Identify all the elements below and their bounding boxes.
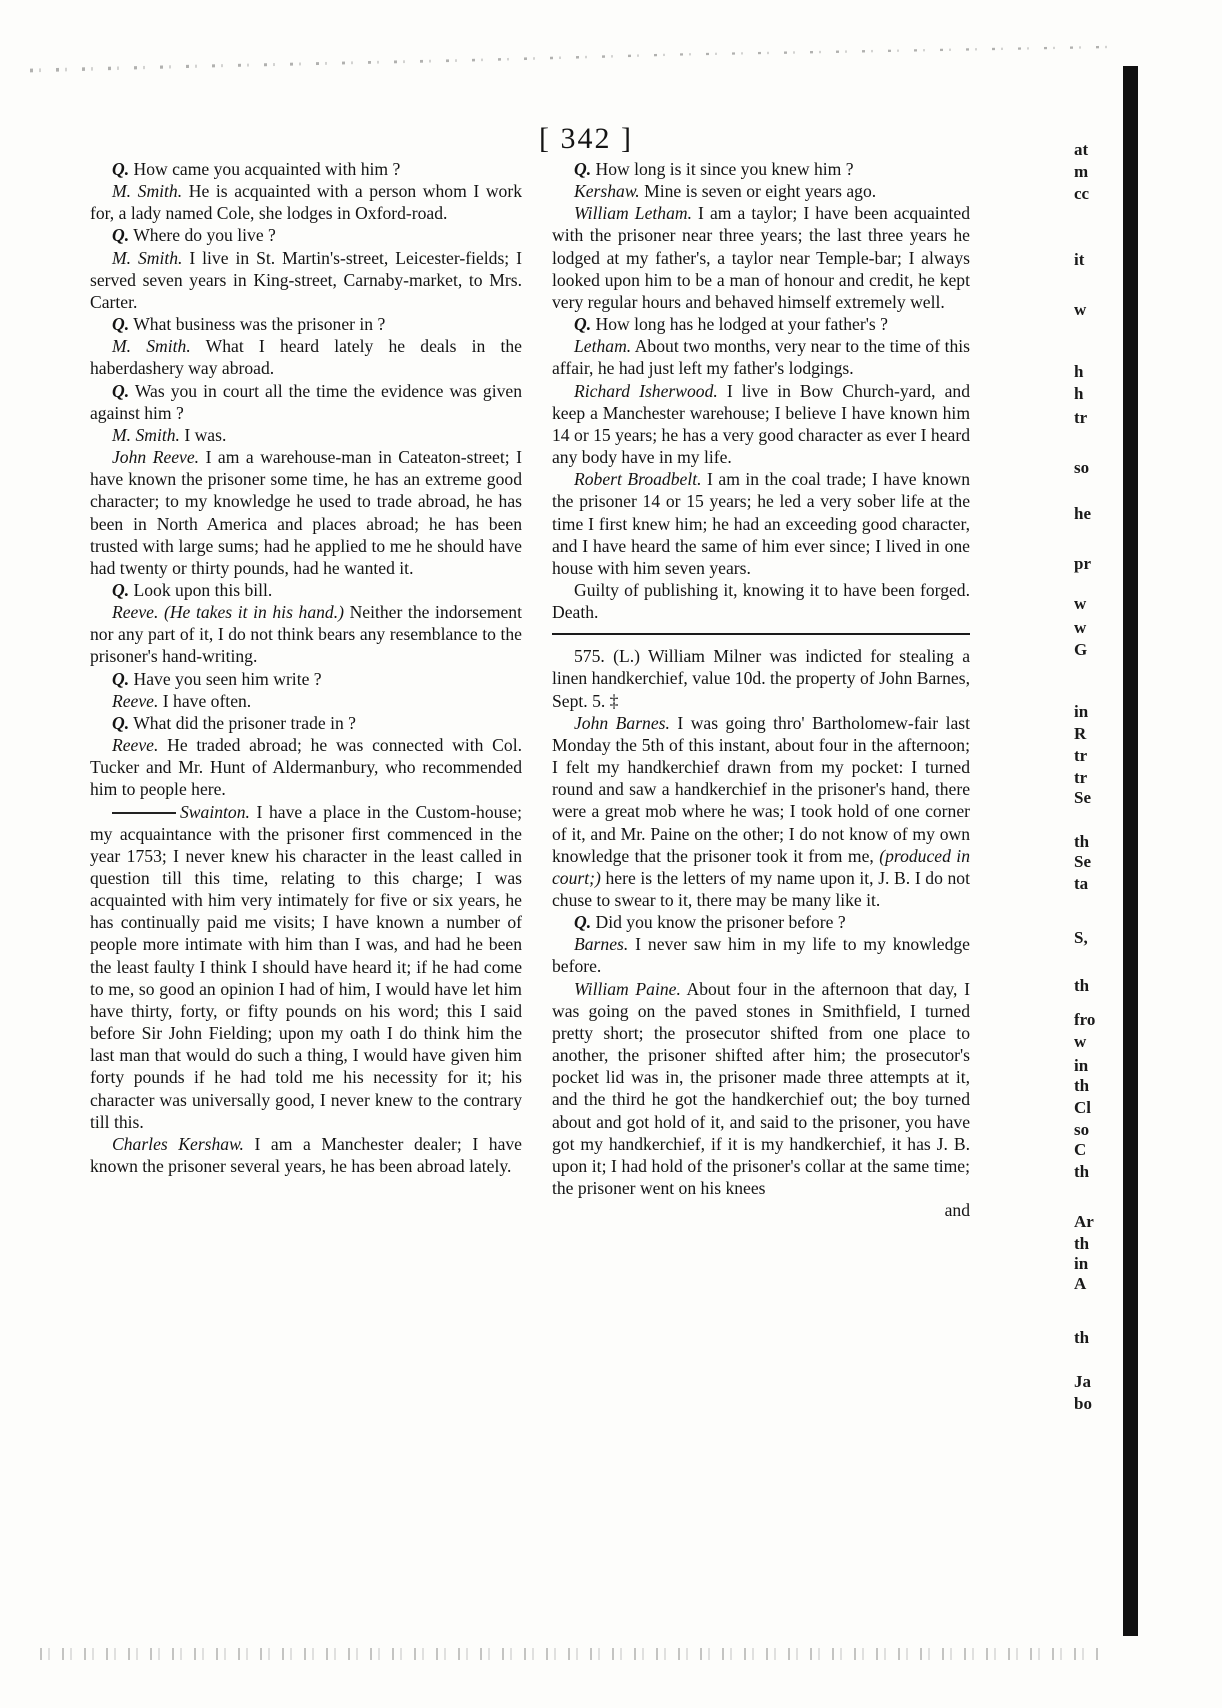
facing-page-fragment: he xyxy=(1074,504,1091,523)
testimony-paragraph xyxy=(552,158,970,180)
facing-page-fragment: w xyxy=(1074,594,1087,613)
facing-page-fragment: w xyxy=(1074,618,1087,637)
facing-page-fragment: th xyxy=(1074,1162,1090,1181)
testimony-paragraph xyxy=(552,202,970,313)
facing-page-fragment: in xyxy=(1074,702,1089,721)
speaker-name: Robert Broadbelt. xyxy=(574,469,702,490)
testimony-text: I never saw him in my life to my knowledge before. xyxy=(552,934,970,977)
testimony-paragraph xyxy=(90,601,522,667)
facing-page-fragment: th xyxy=(1074,1328,1090,1347)
scan-edge-top xyxy=(30,42,1110,80)
testimony-text: Neither the indorsement nor any part of it, I do not think bears any resemblance to the prisoner's hand-writing. xyxy=(90,602,522,667)
testimony-paragraph xyxy=(90,579,522,601)
stage-note: (produced in court;) xyxy=(552,845,970,888)
testimony-paragraph xyxy=(90,801,522,1133)
facing-page-fragment: it xyxy=(1074,250,1085,269)
testimony-paragraph xyxy=(90,424,522,446)
speaker-name: Letham. xyxy=(574,336,632,357)
question-mark: Q. xyxy=(574,314,592,335)
testimony-text: here is the letters of my name upon it, J. B. I do not chuse to swear to it, there may be many like it. xyxy=(552,867,970,910)
question-mark: Q. xyxy=(112,579,130,600)
testimony-text: He traded abroad; he was connected with Col. Tucker and Mr. Hunt of Aldermanbury, who recommended him to people here. xyxy=(90,735,522,800)
section-divider xyxy=(552,633,970,635)
facing-page-fragment: in xyxy=(1074,1056,1089,1075)
testimony-text: I have a place in the Custom-house; my acquaintance with the prisoner first commenced in the year 1753; I never knew his character in the least called in question till this time, relating to this charge; I was acquainted with him very intimately for five or six years, he has continually paid me visits; I have known a number of people more intimate with him than I was, and had he been the least faulty I think I should have heard it; if he had come to me, so good an opinion I had of him, I would have let him have thirty, forty, or fifty pounds on his word; this I said before Sir John Fielding; upon my oath I do think him the last man that would do such a thing, I would have given him forty pounds if he had told me his necessity for it; his character was universally good, I never knew to the contrary till this. xyxy=(90,801,522,1132)
testimony-text: What business was the prisoner in ? xyxy=(129,314,386,335)
speaker-name: M. Smith. xyxy=(112,247,183,268)
testimony-paragraph xyxy=(90,158,522,180)
testimony-text: I am a taylor; I have been acquainted with the prisoner near three years; the last three years he lodged at my father's, a taylor near Temple-bar; I always looked upon him to be a man of honour and credit, he kept very regular hours and behaved himself extremely well. xyxy=(552,203,970,312)
facing-page-fragment: h xyxy=(1074,362,1084,381)
catchword: and xyxy=(944,1200,970,1221)
testimony-text: Was you in court all the time the evidence was given against him ? xyxy=(90,380,522,423)
testimony-paragraph xyxy=(90,668,522,690)
facing-page-fragment: ta xyxy=(1074,874,1089,893)
testimony-text: Where do you live ? xyxy=(129,225,276,246)
question-mark: Q. xyxy=(112,314,130,335)
testimony-text: Mine is seven or eight years ago. xyxy=(639,181,877,202)
testimony-paragraph xyxy=(90,313,522,335)
facing-page-fragment: bo xyxy=(1074,1394,1092,1413)
facing-page-fragment: Se xyxy=(1074,788,1091,807)
testimony-text: I was going thro' Bartholomew-fair last Monday the 5th of this instant, about four in the afternoon; I felt my handkerchief drawn from my pocket: I turned round and saw a handkerchief in the prisoner's hand, there were a great mob where he was; I took hold of one corner of it, and Mr. Paine on the other; I do not know of my own knowledge that the prisoner took it from me, xyxy=(552,712,971,866)
facing-page-fragment: th xyxy=(1074,1076,1090,1095)
facing-page-fragment: G xyxy=(1074,640,1088,659)
testimony-text: About two months, very near to the time of this affair, he had just left my father's lodgings. xyxy=(552,336,970,379)
testimony-text: How long is it since you knew him ? xyxy=(591,159,854,179)
testimony-paragraph xyxy=(90,690,522,712)
facing-page-fragment: fro xyxy=(1074,1010,1096,1029)
testimony-paragraph xyxy=(90,180,522,224)
testimony-text: Have you seen him write ? xyxy=(129,668,322,689)
testimony-paragraph xyxy=(552,180,970,202)
facing-page-fragment: m xyxy=(1074,162,1089,181)
question-mark: Q. xyxy=(112,668,130,689)
testimony-paragraph xyxy=(552,335,970,379)
speaker-name: John Reeve. xyxy=(112,447,200,468)
testimony-paragraph xyxy=(552,380,970,469)
facing-page-fragment: w xyxy=(1074,1032,1087,1051)
question-mark: Q. xyxy=(112,225,130,246)
facing-page-fragment: tr xyxy=(1074,746,1088,765)
speaker-name: John Barnes. xyxy=(574,712,670,733)
testimony-text: What I heard lately he deals in the haberdashery way abroad. xyxy=(90,336,522,379)
testimony-paragraph xyxy=(552,468,970,579)
facing-page-fragment: pr xyxy=(1074,554,1091,573)
testimony-text: How came you acquainted with him ? xyxy=(129,159,401,179)
testimony-text: I live in St. Martin's-street, Leicester-fields; I served seven years in King-street, Carnaby-market, to Mrs. Carter. xyxy=(90,247,522,312)
facing-page-fragment: R xyxy=(1074,724,1087,743)
testimony-text: I live in Bow Church-yard, and keep a Manchester warehouse; I believe I have known him 14 or 15 years; he has a very good character as ever I heard any body have in my life. xyxy=(552,380,971,468)
testimony-paragraph xyxy=(90,380,522,424)
testimony-paragraph xyxy=(552,978,970,1200)
speaker-name: Reeve. xyxy=(112,735,159,756)
facing-page-fragment: w xyxy=(1074,300,1087,319)
left-column xyxy=(90,158,522,1177)
case-heading: 575. (L.) William Milner was indicted for stealing a linen handkerchief, value 10d. the property of John Barnes, Sept. 5. ‡ xyxy=(552,646,970,711)
testimony-paragraph xyxy=(90,247,522,313)
dash-rule xyxy=(112,812,176,814)
testimony-text: I am in the coal trade; I have known the prisoner 14 or 15 years; he led a very sober life at the time I first knew him; he had an exceeding good character, and I have heard the same of him ever since; I lived in one house with him seven years. xyxy=(552,469,970,578)
facing-page-fragment: th xyxy=(1074,976,1090,995)
testimony-text: What did the prisoner trade in ? xyxy=(129,712,356,733)
facing-page-fragments xyxy=(1074,132,1120,1652)
speaker-name: Barnes. xyxy=(574,934,629,955)
speaker-name: Reeve. xyxy=(112,602,159,623)
testimony-text: I am a Manchester dealer; I have known the prisoner several years, he has been abroad lately. xyxy=(90,1133,522,1177)
facing-page-fragment: tr xyxy=(1074,768,1088,787)
facing-page-fragment: Ja xyxy=(1074,1372,1091,1391)
facing-page-fragment: Ar xyxy=(1074,1212,1094,1231)
testimony-paragraph xyxy=(90,712,522,734)
facing-page-fragment: th xyxy=(1074,1234,1090,1253)
binding-shadow xyxy=(1123,66,1138,1636)
facing-page-fragment: Se xyxy=(1074,852,1091,871)
testimony-paragraph xyxy=(90,1133,522,1177)
facing-page-fragment: C xyxy=(1074,1140,1087,1159)
facing-page-fragment: S, xyxy=(1074,928,1088,947)
facing-page-fragment: in xyxy=(1074,1254,1089,1273)
testimony-paragraph xyxy=(552,712,970,911)
page-number: [ 342 ] xyxy=(539,122,633,155)
testimony-text: Guilty of publishing it, knowing it to have been forged. Death. xyxy=(552,579,970,623)
stage-note: (He takes it in his hand.) xyxy=(158,602,344,623)
testimony-text: I am a warehouse-man in Cateaton-street; I have known the prisoner some time, he has an extreme good character; to my knowledge he used to trade abroad, he has been in North America and places abroad; he has been trusted with large sums; had he applied to me he should have had twenty or thirty pounds, had he wanted it. xyxy=(90,447,522,578)
question-mark: Q. xyxy=(112,159,130,179)
facing-page-fragment: tr xyxy=(1074,408,1088,427)
facing-page-fragment: at xyxy=(1074,140,1089,159)
speaker-name: M. Smith. xyxy=(112,336,191,357)
speaker-name: William Paine. xyxy=(574,978,681,999)
facing-page-fragment: A xyxy=(1074,1274,1087,1293)
facing-page-fragment: cc xyxy=(1074,184,1090,203)
testimony-paragraph xyxy=(552,579,970,623)
speaker-name: M. Smith. xyxy=(112,181,183,202)
question-mark: Q. xyxy=(112,380,130,401)
question-mark: Q. xyxy=(574,159,592,179)
facing-page-fragment: so xyxy=(1074,458,1090,477)
scan-edge-bottom xyxy=(40,1648,1100,1660)
testimony-paragraph xyxy=(90,446,522,579)
right-column xyxy=(552,158,970,1221)
testimony-paragraph xyxy=(90,734,522,800)
testimony-text: I have often. xyxy=(158,690,252,711)
question-mark: Q. xyxy=(574,912,592,933)
facing-page-fragment: h xyxy=(1074,384,1084,403)
speaker-name: Swainton. xyxy=(180,801,250,822)
testimony-paragraph xyxy=(552,933,970,977)
testimony-text: I was. xyxy=(179,424,227,445)
testimony-paragraph xyxy=(90,224,522,246)
question-mark: Q. xyxy=(112,712,130,733)
testimony-text: He is acquainted with a person whom I work for, a lady named Cole, she lodges in Oxford-road. xyxy=(90,181,522,224)
speaker-name: Kershaw. xyxy=(574,181,640,202)
testimony-paragraph xyxy=(552,313,970,335)
speaker-name: M. Smith. xyxy=(112,424,180,445)
testimony-text: How long has he lodged at your father's ? xyxy=(591,314,888,335)
facing-page-fragment: th xyxy=(1074,832,1090,851)
speaker-name: Richard Isherwood. xyxy=(574,380,718,401)
testimony-text: About four in the afternoon that day, I was going on the paved stones in Smithfield, I turned pretty short; the prosecutor shifted from one place to another, the prisoner shifted after him; the prosecutor's pocket lid was in, the prisoner made three attempts at it, and the third he got the handkerchief out; the boy turned about and got hold of it, and said to the prisoner, you have got my handkerchief, if it is my handkerchief, it has J. B. upon it; I had hold of the prisoner's collar at the same time; the prisoner went on his knees xyxy=(552,978,970,1199)
facing-page-fragment: so xyxy=(1074,1120,1090,1139)
testimony-text: Did you know the prisoner before ? xyxy=(591,912,846,933)
speaker-name: Charles Kershaw. xyxy=(112,1133,244,1154)
testimony-paragraph xyxy=(552,911,970,933)
speaker-name: Reeve. xyxy=(112,690,159,711)
testimony-paragraph xyxy=(90,335,522,379)
facing-page-fragment: Cl xyxy=(1074,1098,1091,1117)
testimony-text: Look upon this bill. xyxy=(129,579,273,600)
speaker-name: William Letham. xyxy=(574,203,692,224)
